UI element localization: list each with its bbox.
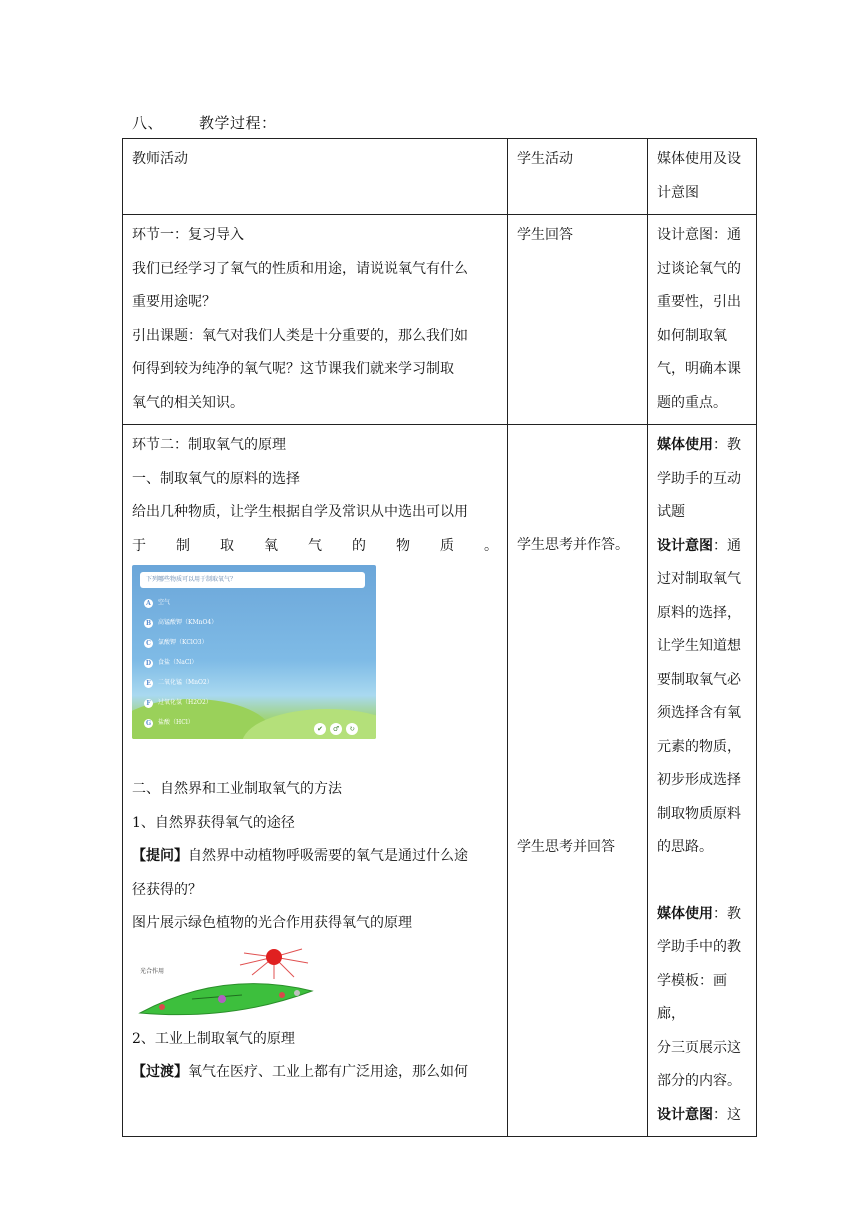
justified-line: 于 制 取 氧 气 的 物 质 。 [132,537,498,554]
quiz-question-bar: 下列哪些物质可以用于制取氧气？ [140,572,365,588]
header-teacher: 教师活动 [123,139,508,215]
quiz-screenshot-image [132,565,376,739]
table-row-review [123,215,757,425]
header-media: 媒体使用及设 计意图 [648,139,757,215]
quiz-option: C 氯酸钾（KClO3） [144,638,208,648]
section-heading [132,112,277,133]
cell-student-principle: 学生思考并作答。 学生思考并回答 [508,425,648,1137]
quiz-option: A 空气 [144,598,170,608]
male-icon: ♂ [330,723,342,735]
header-student: 学生活动 [508,139,648,215]
cell-media-review: 设计意图：通 过谈论氧气的 重要性，引出 如何制取氧 气，明确本课 题的重点。 [648,215,757,425]
check-icon: ✔ [314,723,326,735]
refresh-icon: ↻ [346,723,358,735]
table-row-principle [123,425,757,1137]
table-header-row [123,139,757,215]
question-line: 【提问】自然界中动植物呼吸需要的氧气是通过什么途 [132,848,468,864]
quiz-option: D 食盐（NaCl） [145,659,198,667]
section-title: 教学过程： [199,114,277,132]
quiz-option: F 过氧化氢（H2O2） [144,698,212,708]
photosynthesis-image [132,943,322,1023]
quiz-option: E 二氧化锰（MnO2） [144,678,213,688]
cell-teacher-review: 环节一：复习导入 我们已经学习了氧气的性质和用途，请说说氧气有什么 重要用途呢？ 引出课题：氧气对我们人类是十分重要的，那么我们如 何得到较为纯净的氧气呢？这节课我们就来学习制取 氧气的相关知识。 [123,215,508,425]
photosynthesis-label: 光合作用 [140,967,165,975]
quiz-option: B 高锰酸钾（KMnO4） [145,619,218,627]
cell-student-review: 学生回答 [508,215,648,425]
transition-line: 【过渡】氧气在医疗、工业上都有广泛用途，那么如何 [132,1064,468,1080]
quiz-buttons [314,723,358,735]
section-number: 八、 [132,114,164,132]
lesson-process-table [122,138,757,1137]
cell-teacher-principle: 环节二：制取氧气的原理 一、制取氧气的原料的选择 给出几种物质，让学生根据自学及常识从中选出可以用 于 制 取 氧 气 的 物 质 。 下列哪些物质可以用于制取氧气？ A 空气 B 高锰酸钾（KMnO4） C 氯酸钾（KClO3） D 食盐（NaCl） E 二氧化锰（MnO2） F 过氧化氢（H2O2） G 盐酸（HCl） ✔ ♂ ↻ 二、自然界和工业制取氧气的方法 1、自然界获得氧气的途径 【提问】自然界中动植物呼吸需要的氧气是通过什么途 径获得的？ 图片展示绿色植物的光合作用获得氧气的原理 光合作用 2、工业上制取氧气的原理 【过渡】氧气在医疗、工业上都有广泛用途，那么如何 [123,425,508,1137]
quiz-option: G 盐酸（HCl） [145,719,194,727]
cell-media-principle: 媒体使用：教 学助手的互动 试题 设计意图：通 过对制取氧气 原料的选择， 让学生知道想 要制取氧气必 须选择含有氧 元素的物质， 初步形成选择 制取物质原料 的思路。 媒体使用：教 学助手中的教 学模板：画廊， 分三页展示这 部分的内容。 设计意图：这 [648,425,757,1137]
